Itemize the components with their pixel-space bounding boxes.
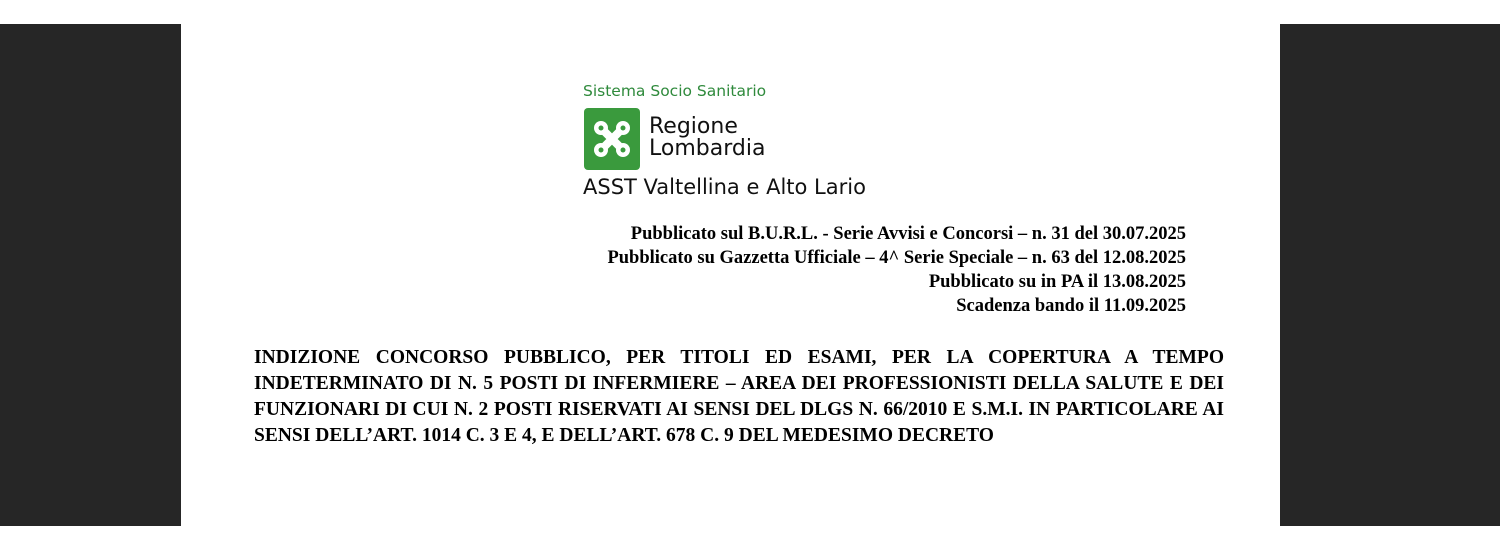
lombardia-rose-icon-graphic (584, 108, 640, 170)
document-viewer[interactable] (0, 24, 1500, 526)
document-page (181, 24, 1280, 526)
publication-info (607, 222, 1186, 318)
logo-region-line1: Regione (649, 114, 738, 139)
logo-region-line2: Lombardia (649, 136, 766, 161)
logo-asst-name: ASST Valtellina e Alto Lario (583, 175, 866, 199)
lombardia-rose-icon (584, 108, 640, 170)
logo-region-name (649, 116, 765, 160)
logo-system-text: Sistema Socio Sanitario (583, 82, 767, 100)
publication-line-gazzetta: Pubblicato su Gazzetta Ufficiale – 4^ Serie Speciale – n. 63 del 12.08.2025 (607, 248, 1186, 268)
concorso-title: INDIZIONE CONCORSO PUBBLICO, PER TITOLI ED ESAMI, PER LA COPERTURA A TEMPO INDETERMINATO DI N. 5 POSTI DI INFERMIERE – AREA DEI PROFESSIONISTI DELLA SALUTE E DEI FUNZIONARI DI CUI N. 2 POSTI RISERVATI AI SENSI DEL DLGS N. 66/2010 E S.M.I. IN PARTICOLARE AI SENSI DELL’ART. 1014 C. 3 E 4, E DELL’ART. 678 C. 9 DEL MEDESIMO DECRETO (254, 347, 1224, 446)
publication-line-inpa: Pubblicato su in PA il 13.08.2025 (928, 272, 1186, 292)
publication-line-burl: Pubblicato sul B.U.R.L. - Serie Avvisi e Concorsi – n. 31 del 30.07.2025 (630, 224, 1186, 244)
publication-line-deadline: Scadenza bando il 11.09.2025 (956, 296, 1186, 316)
regione-lombardia-logo (583, 82, 923, 202)
